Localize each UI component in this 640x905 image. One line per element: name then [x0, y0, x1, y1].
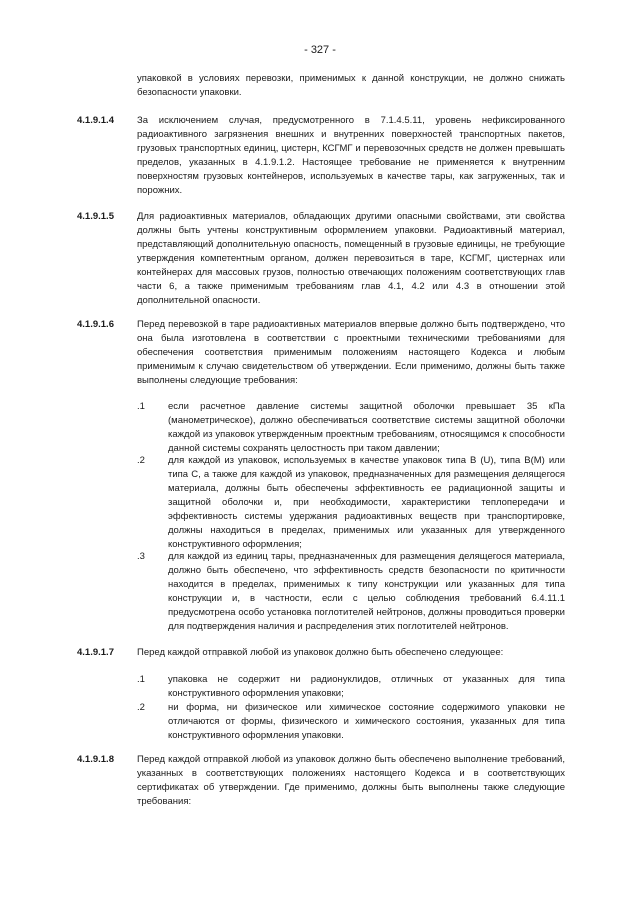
paragraph-text: упаковкой в условиях перевозки, применимых к данной конструкции, не должно снижать безопасности упаковки. [137, 73, 565, 98]
list-item-text: если расчетное давление системы защитной оболочки превышает 35 кПа (манометрическое), должно обеспечиваться соответствие системы защитной оболочки каждой из упаковок утвержденным проектным требованиям, относящимся к способности данной системы сохранять целостность при таком давлении; [168, 401, 565, 454]
list-item-text: упаковка не содержит ни радионуклидов, отличных от указанных для типа конструктивного оформления упаковки; [168, 674, 565, 699]
section-text: За исключением случая, предусмотренного в 7.1.4.5.11, уровень нефиксированного радиоактивного загрязнения внешних и внутренних поверхностей транспортных пакетов, грузовых транспортных единиц, цистерн, КСГМГ и перевозочных средств не должен превышать пределов, указанных в 4.1.9.1.2. Настоящее требование не применяется к внутренним поверхностям грузовых контейнеров, используемых в качестве тары, как загруженных, так и порожних. [137, 115, 565, 196]
section-number: 4.1.9.1.8 [77, 754, 114, 765]
list-item-number: .3 [137, 551, 145, 562]
list-item-text: ни форма, ни физическое или химическое состояние содержимого упаковки не отличаются от формы, физического и химического состояния, указанных для типа конструктивного оформления упаковки. [168, 702, 565, 741]
page-number: - 327 - [304, 44, 336, 56]
list-item-number: .2 [137, 702, 145, 713]
list-item-number: .2 [137, 455, 145, 466]
section-text: Перед каждой отправкой любой из упаковок должно быть обеспечено выполнение требований, указанных в соответствующих положениях настоящего Кодекса и в соответствующих сертификатах об утверждении. Где применимо, должны быть выполнены также следующие требования: [137, 754, 565, 807]
list-item-number: .1 [137, 401, 145, 412]
section-number: 4.1.9.1.4 [77, 115, 114, 126]
section-text: Перед каждой отправкой любой из упаковок должно быть обеспечено следующее: [137, 647, 504, 658]
section-text: Для радиоактивных материалов, обладающих другими опасными свойствами, эти свойства должны быть учтены конструктивным оформлением упаковки. Радиоактивный материал, представляющий дополнительную опасность, помещенный в грузовые единицы, не требующие утверждения компетентным органом, должен перевозиться в таре, КСГМГ, цистернах или контейнерах для массовых грузов, полностью отвечающих положениям соответствующих глав части 6, а также применимым требованиям глав 4.1, 4.2 или 4.3 в отношении этой дополнительной опасности. [137, 211, 565, 306]
section-number: 4.1.9.1.6 [77, 319, 114, 330]
section-number: 4.1.9.1.5 [77, 211, 114, 222]
list-item-number: .1 [137, 674, 145, 685]
section-text: Перед перевозкой в таре радиоактивных материалов впервые должно быть подтверждено, что она была изготовлена в соответствии с проектными техническими требованиями для обеспечения соответствия применимым положениям настоящего Кодекса и любым применимым к случаю свидетельством об утверждении. Если применимо, должны быть также выполнены следующие требования: [137, 319, 565, 386]
section-number: 4.1.9.1.7 [77, 647, 114, 658]
list-item-text: для каждой из упаковок, используемых в качестве упаковок типа B (U), типа B(M) или типа C, а также для каждой из упаковок, предназначенных для размещения делящегося материала, должны быть обеспечены эффективность ее радиационной защиты и защитной оболочки и, при необходимости, характеристики теплопередачи и эффективность системы удержания радиоактивных веществ при транспортировке, должны находиться в пределах, применимых или указанных для утвержденного конструктивного оформления; [168, 455, 565, 550]
list-item-text: для каждой из единиц тары, предназначенных для размещения делящегося материала, должно быть обеспечено, что эффективность средств безопасности по критичности находится в пределах, применимых к типу конструкции или указанных для типа конструкции и, в частности, если с целью соблюдения требований 6.4.11.1 предусмотрена особо установка поглотителей нейтронов, должны проводиться проверки для подтверждения наличия и распределения этих поглотителей нейтронов. [168, 551, 565, 632]
